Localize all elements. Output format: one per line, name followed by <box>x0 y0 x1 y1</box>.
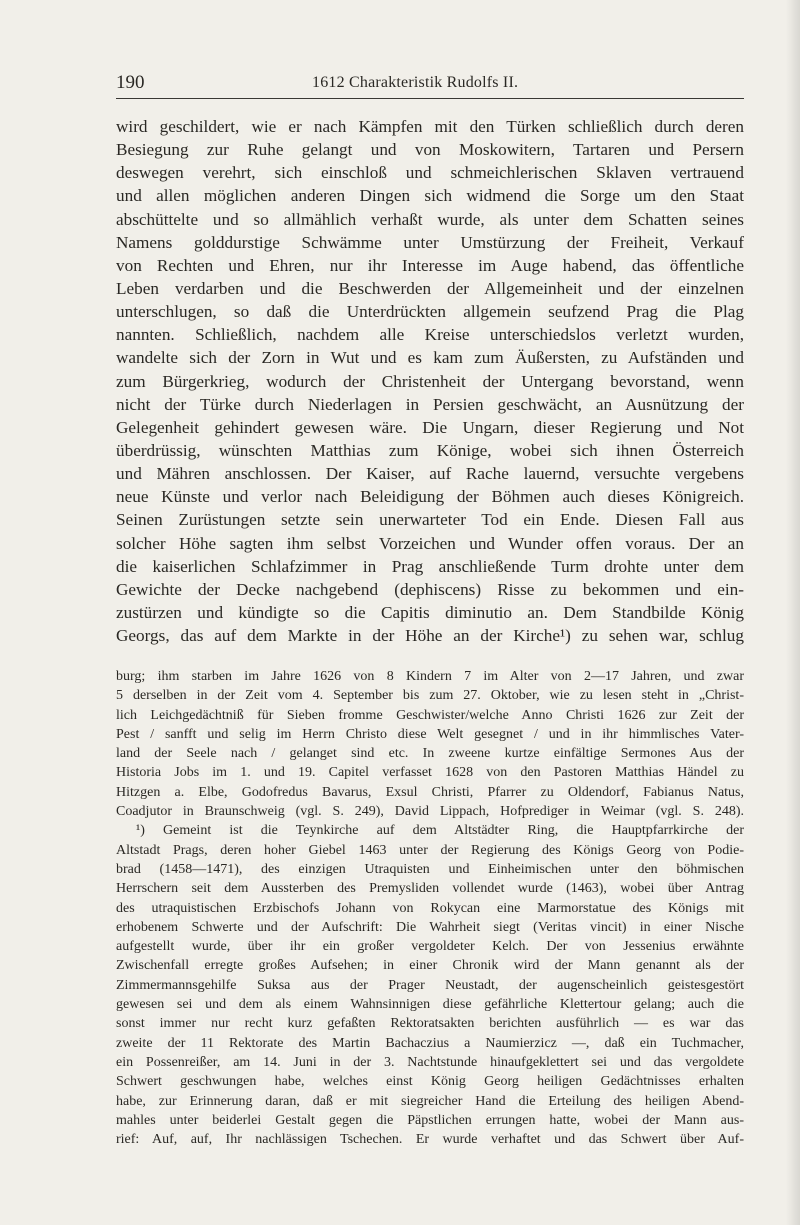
footnote-line: Zwischenfall erregte großes Aufsehen; in einer Chronik wird der Mann genannt als der <box>116 958 744 974</box>
footnote-line: land der Seele nach / gelanget sind etc. In zweene kurtze einfältige Sermones Aus der <box>116 746 744 762</box>
main-text <box>116 115 744 647</box>
footnote-line: 5 derselben in der Zeit vom 4. September bis zum 27. Oktober, wie zu lesen steht in „Christ- <box>116 688 744 704</box>
main-text-line: unterschlugen, so daß die Unterdrückten allgemein seufzend Prag die Plag <box>116 302 744 322</box>
footnote-line: erhobenem Schwerte und der Aufschrift: Die Wahrheit siegt (Veritas vincit) in einer Nische <box>116 919 744 935</box>
main-text-line: von Rechten und Ehren, nur ihr Interesse im Auge habend, das öffentliche <box>116 255 744 275</box>
page-number: 190 <box>116 72 145 93</box>
header-rule <box>116 98 744 99</box>
main-text-line: und Mähren anschlossen. Der Kaiser, auf Rache lauernd, versuchte vergebens <box>116 464 744 484</box>
footnote-line: Schwert geschwungen habe, welches einst König Georg heiligen Gedächtnisses erhalten <box>116 1074 744 1090</box>
footnote-line: ein Possenreißer, am 14. Juni in der 3. Nachtstunde hinaufgeklettert sei und das vergoldete <box>116 1054 744 1070</box>
footnote-line: rief: Auf, auf, Ihr nachlässigen Tschechen. Er wurde verhaftet und das Schwert über Auf- <box>116 1132 744 1148</box>
footnote-line: ¹) Gemeint ist die Teynkirche auf dem Altstädter Ring, die Hauptpfarrkirche der <box>136 823 744 839</box>
footnote-line: Altstadt Prags, deren hoher Giebel 1463 unter der Regierung des Königs Georg von Podie- <box>116 842 744 858</box>
footnote-line: Zimmermannsgehilfe Suksa aus der Prager Neustadt, der augenscheinlich geistesgestört <box>116 977 744 993</box>
main-text-line: Gelegenheit gehindert gewesen wäre. Die Ungarn, dieser Regierung und Not <box>116 417 744 437</box>
footnote-line: lich Leichgedächtniß für Sieben fromme Geschwister/welche Anno Christi 1626 zur Zeit der <box>116 707 744 723</box>
footnotes <box>116 667 744 1149</box>
main-text-line: solcher Höhe sagten ihm selbst Vorzeichen und Wunder offen voraus. Der an <box>116 533 744 553</box>
footnote-line: Hitzgen a. Elbe, Godofredus Bavarus, Exsul Christi, Pfarrer zu Oldendorf, Fabianus Natus, <box>116 784 744 800</box>
running-head <box>116 72 744 100</box>
main-text-line: abschüttelte und so allmählich verhaßt wurde, als unter dem Schatten seines <box>116 209 744 229</box>
footnote-line: Herrschern seit dem Aussterben des Premysliden vollendet wurde (1463), wobei über Antrag <box>116 881 744 897</box>
footnote-line: des utraquistischen Erzbischofs Johann von Rokycan eine Marmorstatue des Königs mit <box>116 900 744 916</box>
footnote-line: Pest / sanfft und selig im Herrn Christo diese Welt gesegnet / und in ihr himmlisches Vater- <box>116 726 744 742</box>
running-head-title: 1612 Charakteristik Rudolfs II. <box>312 74 519 91</box>
main-text-line: und allen möglichen anderen Dingen sich widmend die Sorge um den Staat <box>116 186 744 206</box>
footnote-line: brad (1458—1471), des einzigen Utraquisten und Einheimischen unter den böhmischen <box>116 861 744 877</box>
footnote-line: Coadjutor in Braunschweig (vgl. S. 249), David Lippach, Hofprediger in Weimar (vgl. S. 248). <box>116 804 744 820</box>
main-text-line: nicht der Türke durch Niederlagen in Persien geschwächt, an Ausnützung der <box>116 394 744 414</box>
footnote-line: habe, zur Erinnerung daran, daß er mit siegreicher Hand die Erteilung des heiligen Abend- <box>116 1093 744 1109</box>
footnote-line: burg; ihm starben im Jahre 1626 von 8 Kindern 7 im Alter von 2—17 Jahren, und zwar <box>116 669 744 684</box>
main-text-line: Georgs, das auf dem Markte in der Höhe an der Kirche¹) zu sehen war, schlug <box>116 626 744 646</box>
main-text-line: deswegen verehrt, sich einschloß und schmeichlerischen Sklaven vertrauend <box>116 163 744 183</box>
main-text-line: zustürzen und kündigte so die Capitis diminutio an. Dem Standbilde König <box>116 602 744 622</box>
main-text-line: wird geschildert, wie er nach Kämpfen mit den Türken schließlich durch deren <box>116 117 744 136</box>
main-text-line: die kaiserlichen Schlafzimmer in Prag anschließende Turm drohte unter dem <box>116 556 744 576</box>
main-text-line: Besiegung zur Ruhe gelangt und von Moskowitern, Tartaren und Persern <box>116 140 744 160</box>
main-text-line: nannten. Schließlich, nachdem alle Kreise unterschiedslos verletzt wurden, <box>116 325 744 345</box>
main-text-line: überdrüssig, wünschten Matthias zum Könige, wobei sich ihnen Österreich <box>116 440 744 460</box>
footnote-line: gewesen sei und dem als einem Wahnsinnigen diese gefährliche Klettertour gelang; auch die <box>116 997 744 1013</box>
page-edge-shadow <box>786 0 800 1225</box>
footnote-line: zweite der 11 Rektorate des Martin Bachaczius a Naumierzicz —, daß ein Tuchmacher, <box>116 1035 744 1051</box>
main-text-line: Leben verdarben und die Beschwerden der Allgemeinheit und der einzelnen <box>116 278 744 298</box>
main-text-line: Gewichte der Decke nachgebend (dephiscens) Risse zu bekommen und ein- <box>116 579 744 599</box>
main-text-line: neue Künste und verlor nach Beleidigung der Böhmen auch dieses Königreich. <box>116 487 744 507</box>
footnote-line: aufgestellt wurde, über ihr ein großer vergoldeter Kelch. Der von Jessenius erwähnte <box>116 939 744 955</box>
footnote-line: mahles unter beiderlei Gestalt gegen die Päpstlichen errungen hatte, wobei der Mann aus- <box>116 1112 744 1128</box>
main-text-line: wandelte sich der Zorn in Wut und es kam zum Äußersten, zu Aufständen und <box>116 348 744 368</box>
footnote-line: Historia Jobs im 1. und 19. Capitel verfasset 1628 von den Pastoren Matthias Händel zu <box>116 765 744 781</box>
main-text-line: zum Bürgerkrieg, wodurch der Christenheit der Untergang bevorstand, wenn <box>116 371 744 391</box>
footnote-line: sonst immer nur recht kurz gefaßten Rektoratsakten berichten ausführlich — es war das <box>116 1016 744 1032</box>
main-text-line: Namens golddurstige Schwämme unter Umstürzung der Freiheit, Verkauf <box>116 232 744 252</box>
main-text-line: Seinen Zurüstungen setzte sein unerwarteter Tod ein Ende. Diesen Fall aus <box>116 510 744 530</box>
